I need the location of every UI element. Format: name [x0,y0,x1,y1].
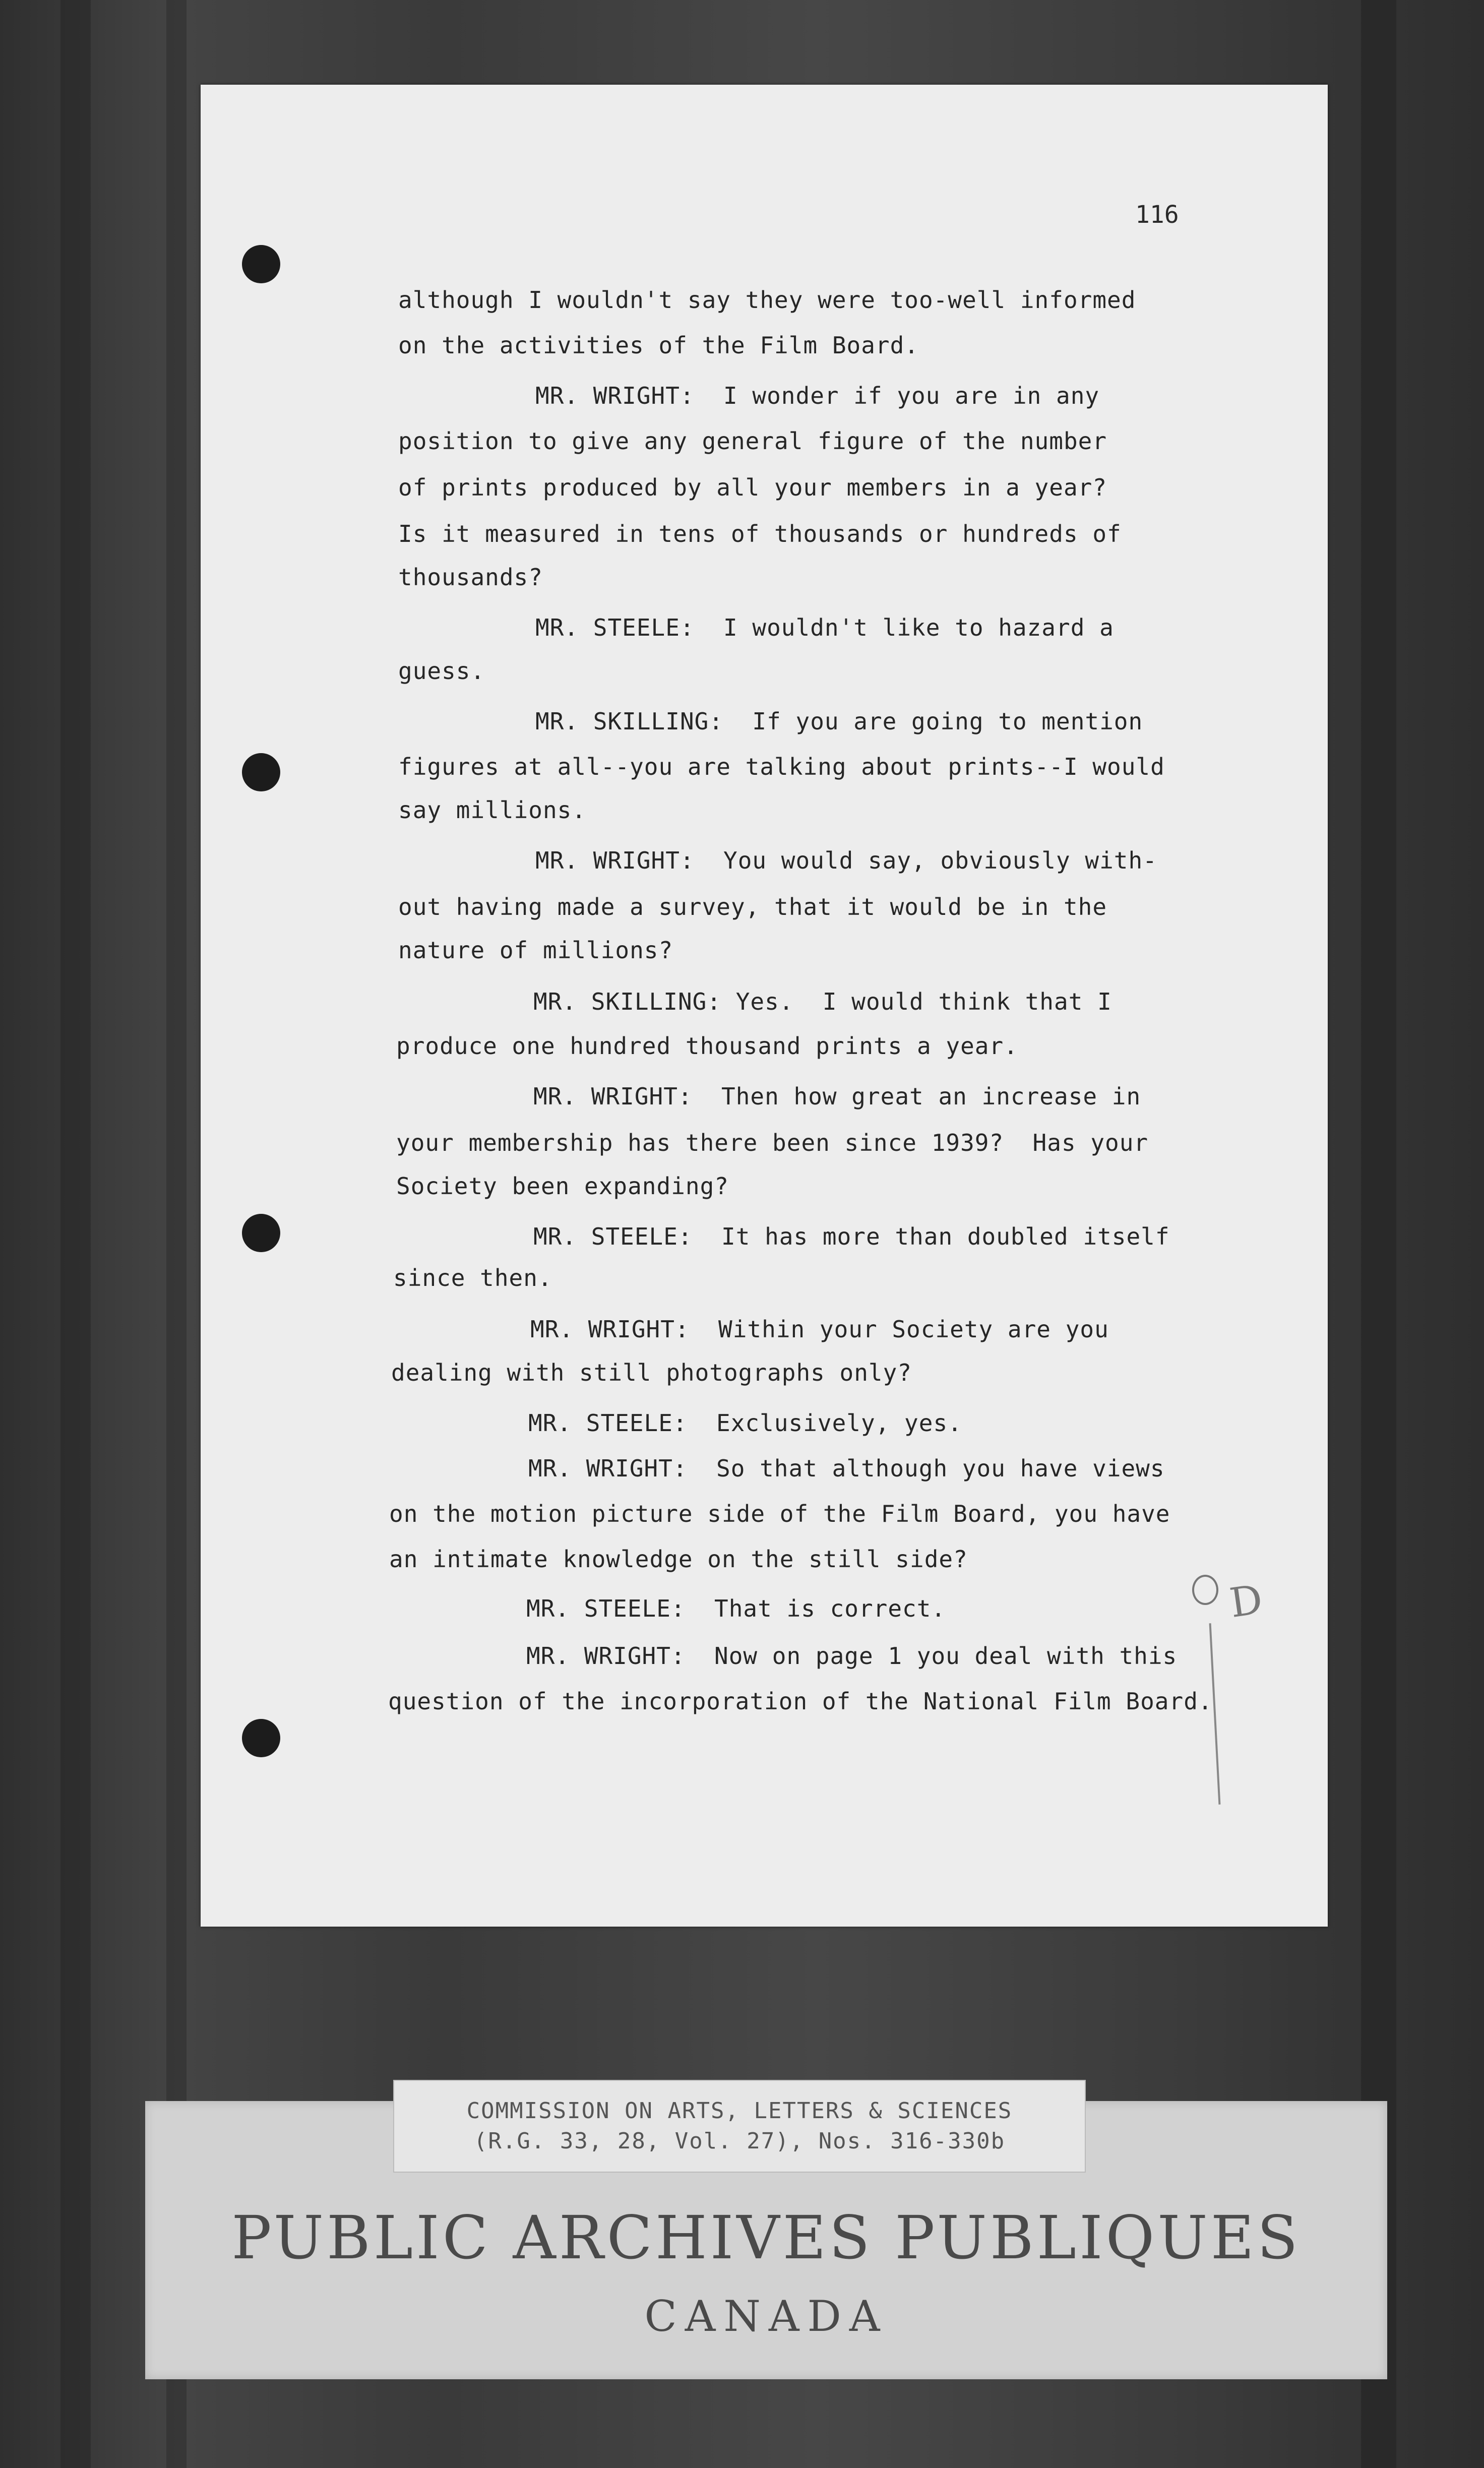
transcript-line: say millions. [398,796,587,824]
transcript-line: MR. WRIGHT: I wonder if you are in any [535,382,1100,409]
handwritten-circle-mark [1192,1575,1218,1605]
catalog-line-2: (R.G. 33, 28, Vol. 27), Nos. 316-330b [473,2128,1006,2154]
transcript-line: MR. WRIGHT: So that although you have views [528,1455,1165,1482]
transcript-line: on the motion picture side of the Film Board, you have [389,1500,1170,1527]
transcript-line: MR. SKILLING: Yes. I would think that I [533,988,1112,1015]
transcript-line: an intimate knowledge on the still side? [389,1546,968,1573]
transcript-line: since then. [393,1264,552,1291]
transcript-line: figures at all--you are talking about prints--I would [398,753,1165,780]
transcript-line: position to give any general figure of the number [398,427,1107,455]
transcript-line: MR. STEELE: It has more than doubled itself [533,1223,1170,1250]
transcript-line: guess. [398,657,485,685]
archives-subtitle: CANADA [644,2292,888,2341]
transcript-line: MR. WRIGHT: Then how great an increase in [533,1083,1141,1110]
transcript-line: dealing with still photographs only? [391,1359,912,1386]
transcript-line: MR. STEELE: I wouldn't like to hazard a [535,614,1114,641]
handwritten-mark: D [1226,1575,1266,1627]
transcript-line: your membership has there been since 1939? Has your [396,1129,1149,1156]
punch-hole [242,245,280,283]
transcript-line: out having made a survey, that it would be in the [398,893,1107,920]
transcript-line: question of the incorporation of the National Film Board. [388,1688,1213,1715]
catalog-reference-tag [393,2080,1086,2173]
punch-hole [242,753,280,791]
transcript-line: MR. STEELE: That is correct. [526,1595,946,1622]
page-number: 116 [1135,201,1179,229]
transcript-line: MR. STEELE: Exclusively, yes. [528,1409,962,1437]
catalog-line-1: COMMISSION ON ARTS, LETTERS & SCIENCES [466,2098,1013,2124]
transcript-line: thousands? [398,564,543,591]
transcript-line: Is it measured in tens of thousands or hundreds of [398,520,1122,547]
transcript-line: of prints produced by all your members in a year? [398,474,1107,501]
punch-hole [242,1214,280,1252]
transcript-line: MR. WRIGHT: Within your Society are you [530,1316,1109,1343]
transcript-line: MR. WRIGHT: You would say, obviously with- [535,847,1157,874]
transcript-line: produce one hundred thousand prints a year. [396,1032,1018,1060]
archives-title: PUBLIC ARCHIVES PUBLIQUES [231,2203,1301,2272]
punch-hole [242,1719,280,1757]
transcript-line: nature of millions? [398,937,673,964]
transcript-line: although I wouldn't say they were too-well informed [398,286,1136,314]
transcript-line: on the activities of the Film Board. [398,332,919,359]
transcript-line: Society been expanding? [396,1173,729,1200]
transcript-line: MR. WRIGHT: Now on page 1 you deal with this [526,1642,1178,1670]
transcript-line: MR. SKILLING: If you are going to mention [535,708,1143,735]
